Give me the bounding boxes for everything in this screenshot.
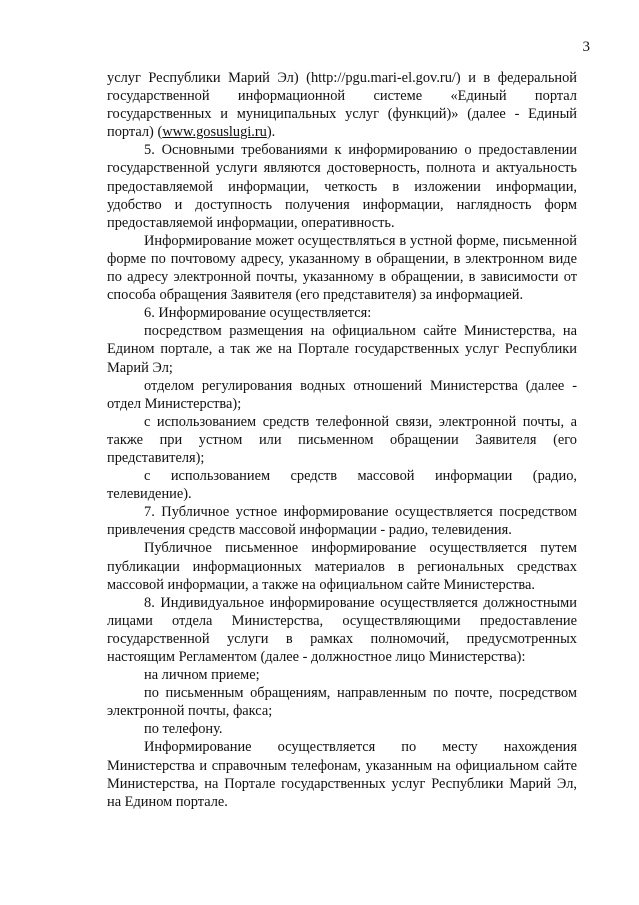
paragraph: Публичное письменное информирование осуществляется путем публикации информационных материалов в региональных средствах массовой информации, а также на официальном сайте Министерства.	[107, 540, 577, 593]
paragraph: на личном приеме;	[144, 667, 260, 684]
paragraph: 7. Публичное устное информирование осуществляется посредством привлечения средств массовой информации - радио, телевидения.	[107, 504, 577, 539]
paragraph: посредством размещения на официальном сайте Министерства, на Едином портале, а так же на Портале государственных услуг Республики Марий Эл;	[107, 323, 577, 376]
paragraph: Информирование может осуществляться в устной форме, письменной форме по почтовому адресу, указанному в обращении, в электронном виде по адресу электронной почты, указанному в обращении, в зависимости от способа обращения Заявителя (его представителя) за информацией.	[107, 232, 577, 304]
paragraph: по телефону.	[144, 721, 223, 738]
paragraph: Информирование осуществляется по месту нахождения Министерства и справочным телефонам, указанным на официальном сайте Министерства, на Портале государственных услуг Республики Марий Эл, на Едином портале.	[107, 739, 577, 810]
page-number: 3	[582, 39, 590, 55]
paragraph: отделом регулирования водных отношений Министерства (далее - отдел Министерства);	[107, 377, 577, 412]
paragraph: 6. Информирование осуществляется:	[144, 305, 372, 322]
paragraph-tail: ).	[266, 124, 276, 141]
paragraph: 5. Основными требованиями к информированию о предоставлении государственной услуги являются достоверность, полнота и актуальность предоставляемой информации, четкость в изложении информации, удобство и доступность получения информации, наглядность форм предоставляемой информации, оперативность.	[107, 142, 577, 231]
paragraph: с использованием средств телефонной связи, электронной почты, а также при устном или письменном обращении Заявителя (его представителя);	[107, 413, 577, 466]
paragraph: с использованием средств массовой информации (радио, телевидение).	[107, 468, 577, 503]
document-body	[107, 69, 577, 811]
paragraph-text: услуг Республики Марий Эл) (http://pgu.mari-el.gov.ru/) и в федеральной государственной информационной системе «Единый портал государственных и муниципальных услуг (функций)» (далее - Единый портал) (	[107, 70, 577, 141]
gosuslugi-link[interactable]: www.gosuslugi.ru	[162, 124, 267, 141]
paragraph: по письменным обращениям, направленным по почте, посредством электронной почты, факса;	[107, 685, 577, 720]
paragraph: 8. Индивидуальное информирование осуществляется должностными лицами отдела Министерства, осуществляющими предоставление государственной услуги в рамках полномочий, предусмотренных настоящим Регламентом (далее - должностное лицо Министерства):	[107, 594, 577, 665]
paragraph	[107, 69, 577, 141]
